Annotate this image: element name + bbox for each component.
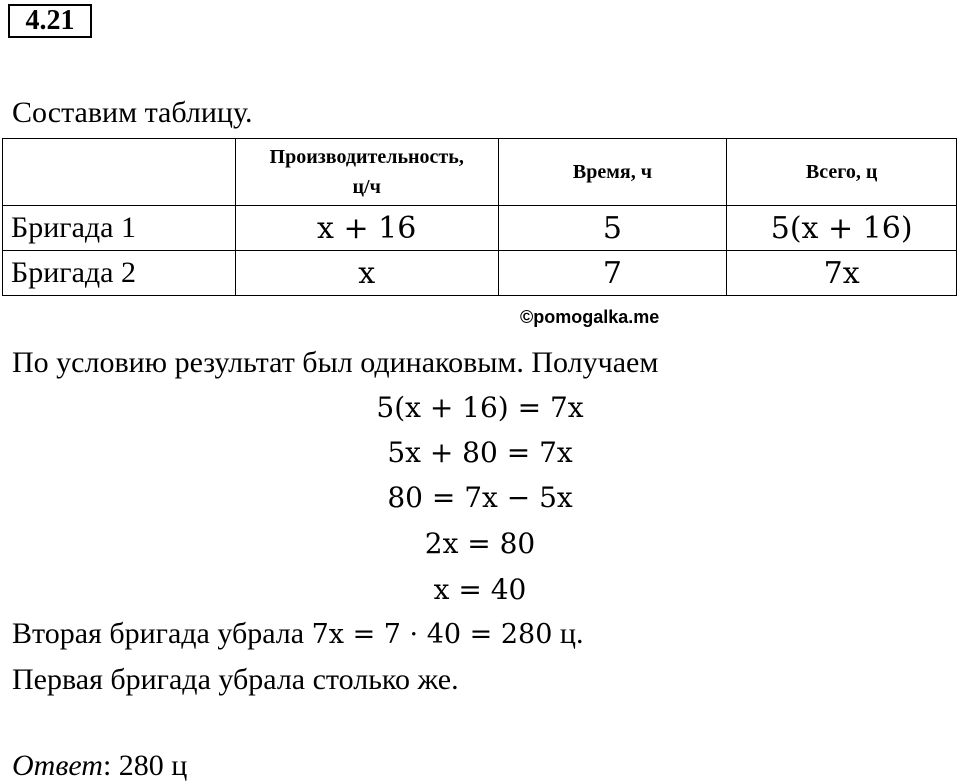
- table-header-productivity: [235, 139, 498, 206]
- table-row: [3, 206, 957, 251]
- answer-line: [12, 748, 187, 784]
- equation-line: 80 = 7x − 5x: [387, 481, 573, 514]
- condition-text: По условию результат был одинаковым. Получаем: [12, 346, 659, 379]
- table-header-total: Всего, ц: [727, 139, 957, 206]
- problem-number: 4.21: [8, 4, 92, 38]
- row-total: 7x: [727, 251, 957, 296]
- equation-line: x = 40: [433, 573, 527, 606]
- second-team-prefix: Вторая бригада убрала: [12, 617, 312, 650]
- answer-value: : 280 ц: [102, 749, 188, 782]
- header-productivity-line2: ц/ч: [352, 176, 381, 198]
- row-rate: x + 16: [235, 206, 498, 251]
- intro-text: Составим таблицу.: [12, 96, 253, 129]
- row-total: 5(x + 16): [727, 206, 957, 251]
- table-header-empty: [3, 139, 236, 206]
- row-label: Бригада 2: [3, 251, 236, 296]
- equation-line: 5x + 80 = 7x: [387, 436, 573, 469]
- row-time: 5: [498, 206, 727, 251]
- answer-label: Ответ: [12, 749, 103, 782]
- second-team-math: 7x = 7 · 40 = 280: [311, 619, 553, 650]
- row-rate: x: [235, 251, 498, 296]
- table-row: [3, 251, 957, 296]
- second-team-suffix: ц.: [552, 617, 584, 650]
- table-header-row: [3, 139, 957, 206]
- first-team-text: Первая бригада убрала столько же.: [12, 663, 459, 696]
- watermark: ©pomogalka.me: [520, 307, 660, 327]
- row-time: 7: [498, 251, 727, 296]
- equation-line: 2x = 80: [424, 527, 536, 560]
- data-table: [2, 138, 957, 296]
- second-team-text: [12, 616, 583, 653]
- table-header-time: Время, ч: [498, 139, 727, 206]
- row-label: Бригада 1: [3, 206, 236, 251]
- header-productivity-line1: Производительность,: [269, 146, 464, 168]
- equation-line: 5(x + 16) = 7x: [376, 391, 584, 424]
